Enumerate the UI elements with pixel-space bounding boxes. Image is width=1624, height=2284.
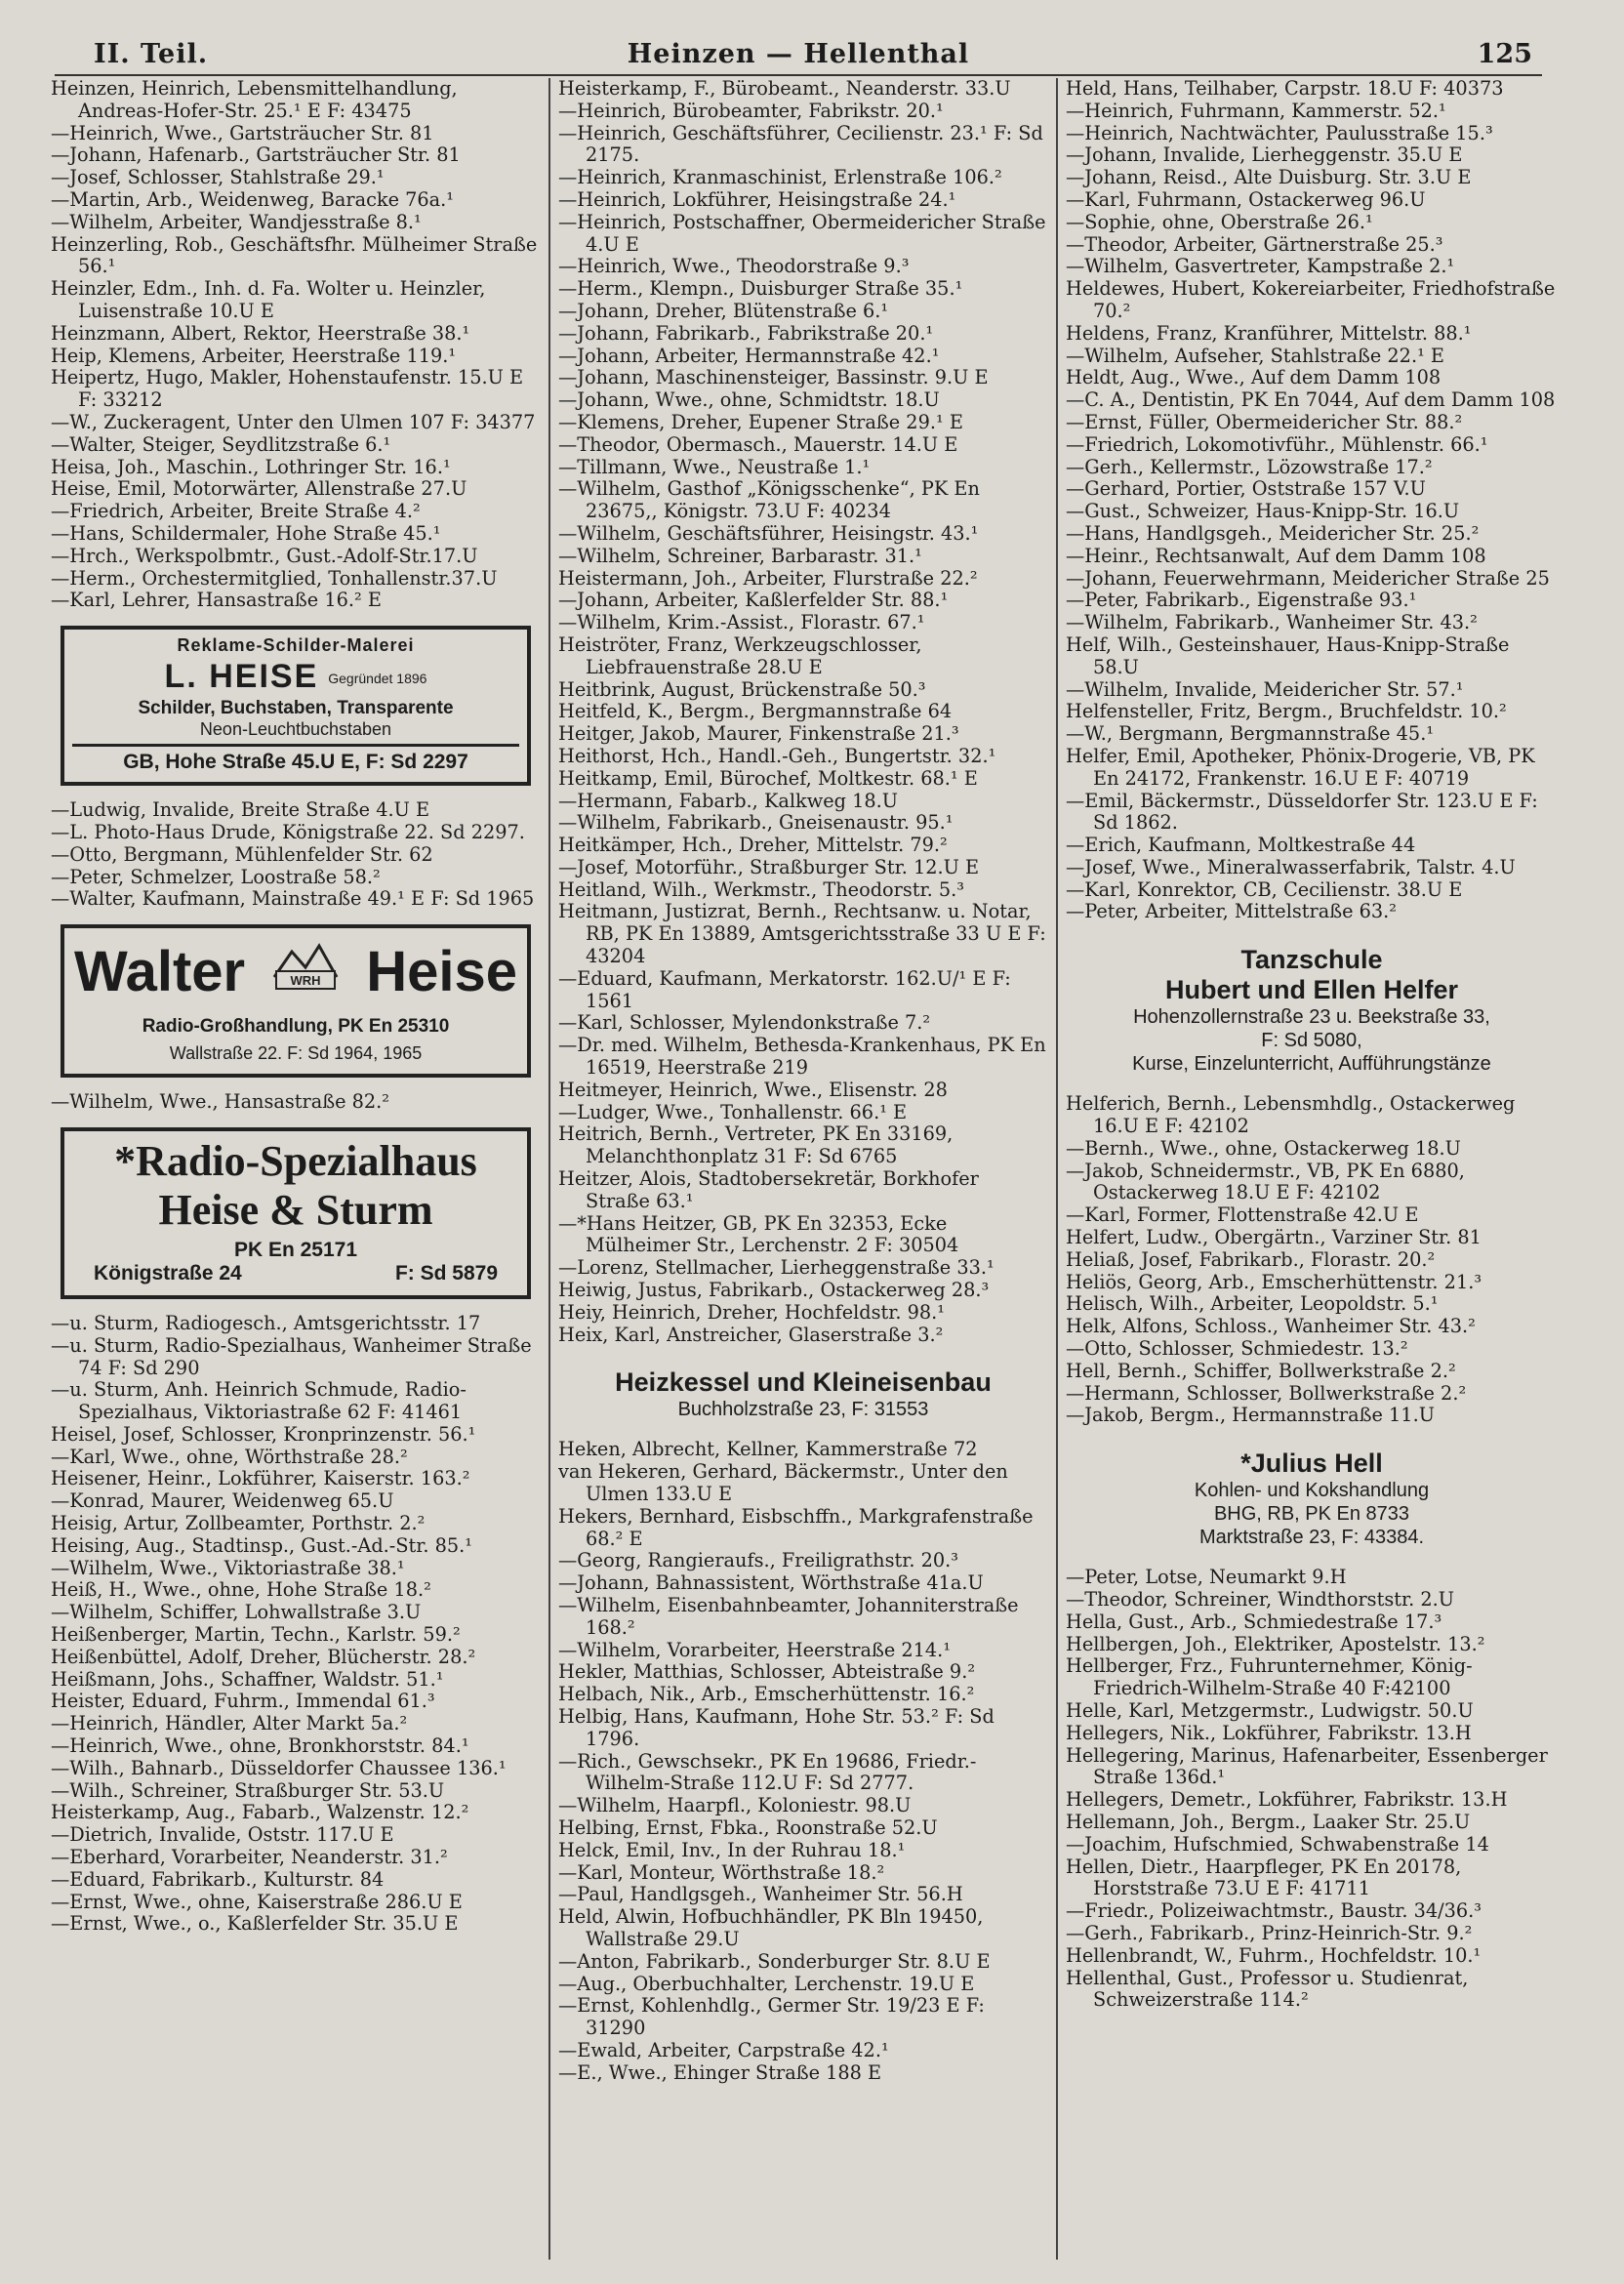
ad-line: Radio-Großhandlung, PK En 25310	[142, 1016, 450, 1038]
directory-entry: —Karl, Konrektor, CB, Cecilienstr. 38.U E	[1066, 877, 1463, 901]
directory-entry: —Ewald, Arbeiter, Carpstraße 42.¹	[558, 2038, 889, 2061]
directory-entry: —Johann, Arbeiter, Hermannstraße 42.¹	[558, 344, 940, 367]
directory-entry: —Johann, Invalide, Lierheggenstr. 35.U E	[1066, 143, 1463, 167]
directory-entry: —Wilhelm, Fabrikarb., Wanheimer Str. 43.²	[1066, 611, 1478, 634]
directory-entry: —Eberhard, Vorarbeiter, Neanderstr. 31.²	[51, 1846, 448, 1869]
ad-brand-left: Walter	[74, 940, 246, 1004]
directory-entry: Heldewes, Hubert, Kokereiarbeiter, Friedhofstraße 70.²	[1066, 277, 1556, 322]
directory-entry: —Hans, Handlgsgeh., Meidericher Str. 25.²	[1066, 521, 1480, 545]
directory-entry: —Johann, Maschinensteiger, Bassinstr. 9.U E	[558, 366, 989, 389]
directory-entry: Heliös, Georg, Arb., Emscherhüttenstr. 21.³	[1066, 1270, 1482, 1293]
directory-entry: —Heinrich, Wwe., Gartsträucher Str. 81	[51, 121, 434, 144]
directory-entry: —W., Zuckeragent, Unter den Ulmen 107 F: 34377	[51, 410, 536, 433]
directory-entry: Hellen, Dietr., Haarpfleger, PK En 20178, Horststraße 73.U E F: 41711	[1066, 1855, 1462, 1900]
directory-entry: —Ernst, Füller, Obermeidericher Str. 88.²	[1066, 410, 1463, 433]
directory-entry: —u. Sturm, Radio-Spezialhaus, Wanheimer Straße 74 F: Sd 290	[51, 1333, 532, 1379]
directory-entry: —Eduard, Kaufmann, Merkatorstr. 162.U/¹ E F: 1561	[558, 966, 1011, 1012]
directory-entry: —Friedr., Polizeiwachtmstr., Baustr. 34/36.³	[1066, 1899, 1482, 1923]
directory-entry: —Ernst, Wwe., ohne, Kaiserstraße 286.U E	[51, 1890, 463, 1913]
directory-entry: Heinzerling, Rob., Geschäftsfhr. Mülheimer Straße 56.¹	[51, 232, 538, 278]
directory-entry: Heix, Karl, Anstreicher, Glaserstraße 3.²	[558, 1323, 944, 1346]
directory-entry: Hellegers, Demetr., Lokführer, Fabrikstr. 13.H	[1066, 1788, 1508, 1812]
entries-block	[1066, 1093, 1558, 1427]
directory-entry: Helfer, Emil, Apotheker, Phönix-Drogerie, VB, PK En 24172, Frankenstr. 16.U E F: 40719	[1066, 744, 1535, 790]
directory-entry: Helle, Karl, Metzgermstr., Ludwigstr. 50.U	[1066, 1699, 1474, 1723]
directory-entry: Helk, Alfons, Schloss., Wanheimer Str. 43.²	[1066, 1315, 1476, 1338]
directory-entry: —Peter, Lotse, Neumarkt 9.H	[1066, 1566, 1347, 1589]
directory-entry: —Heinrich, Bürobeamter, Fabrikstr. 20.¹	[558, 99, 944, 122]
directory-entry: Hellemann, Joh., Bergm., Laaker Str. 25.U	[1066, 1811, 1471, 1833]
directory-entry: van Hekeren, Gerhard, Bäckermstr., Unter den Ulmen 133.U E	[558, 1460, 1008, 1506]
directory-entry: —Heinrich, Postschaffner, Obermeidericher Straße 4.U E	[558, 210, 1046, 256]
directory-entry: Hekers, Bernhard, Eisbschffn., Markgrafenstraße 68.² E	[558, 1504, 1034, 1550]
ad-line: Neon-Leuchtbuchstaben	[199, 719, 392, 740]
directory-entry: —Wilhelm, Schreiner, Barbarastr. 31.¹	[558, 544, 922, 567]
ad-line: Tanzschule	[1240, 945, 1383, 975]
directory-entry: Hekler, Matthias, Schlosser, Abteistraße 9.²	[558, 1660, 976, 1684]
directory-entry: Heisig, Artur, Zollbeamter, Porthstr. 2.²	[51, 1512, 426, 1535]
directory-entry: —Josef, Motorführ., Straßburger Str. 12.U E	[558, 855, 980, 878]
directory-entry: —C. A., Dentistin, PK En 7044, Auf dem Damm 108	[1066, 388, 1556, 412]
directory-entry: Hellbergen, Joh., Elektriker, Apostelstr. 13.²	[1066, 1632, 1485, 1655]
ad-founded: Gegründet 1896	[328, 671, 427, 687]
directory-entry: —Wilhelm, Aufseher, Stahlstraße 22.¹ E	[1066, 344, 1445, 367]
directory-entry: —Klemens, Dreher, Eupener Straße 29.¹ E	[558, 410, 963, 433]
directory-entry: —Peter, Fabrikarb., Eigenstraße 93.¹	[1066, 589, 1417, 612]
directory-entry: —Heinrich, Wwe., ohne, Bronkhorststr. 84.¹	[51, 1734, 469, 1758]
column-divider	[1056, 78, 1058, 2260]
ad-walter-heise	[61, 924, 531, 1078]
ad-address: Königstraße 24	[94, 1261, 242, 1285]
entries-block	[51, 799, 541, 911]
directory-entry: —Heinrich, Händler, Alter Markt 5a.²	[51, 1712, 408, 1735]
entries-block	[51, 1091, 541, 1114]
directory-entry: Heitfeld, K., Bergm., Bergmannstraße 64	[558, 700, 953, 723]
directory-entry: Heisterkamp, F., Bürobeamt., Neanderstr. 33.U	[558, 78, 1011, 100]
directory-entry: —Josef, Schlosser, Stahlstraße 29.¹	[51, 166, 385, 189]
directory-entry: —Wilhelm, Arbeiter, Wandjesstraße 8.¹	[51, 210, 422, 233]
directory-entry: —Bernh., Wwe., ohne, Ostackerweg 18.U	[1066, 1136, 1461, 1160]
directory-entry: —Ludwig, Invalide, Breite Straße 4.U E	[51, 798, 430, 822]
ad-line: L. HEISE	[164, 658, 319, 696]
directory-entry: Heister, Eduard, Fuhrm., Immendal 61.³	[51, 1690, 435, 1713]
directory-entry: Heinzen, Heinrich, Lebensmittelhandlung, Andreas-Hofer-Str. 25.¹ E F: 43475	[51, 78, 458, 122]
directory-entry: —Theodor, Arbeiter, Gärtnerstraße 25.³	[1066, 232, 1443, 256]
logo-text: WRH	[290, 973, 321, 989]
directory-entry: —Walter, Steiger, Seydlitzstraße 6.¹	[51, 432, 391, 456]
ad-address: GB, Hohe Straße 45.U E, F: Sd 2297	[72, 744, 519, 774]
directory-entry: Heliaß, Josef, Fabrikarb., Florastr. 20.²	[1066, 1247, 1436, 1271]
directory-entry: Heip, Klemens, Arbeiter, Heerstraße 119.¹	[51, 344, 457, 367]
directory-entry: Heitzer, Alois, Stadtobersekretär, Borkhofer Straße 63.¹	[558, 1167, 979, 1212]
directory-entry: Helbach, Nik., Arb., Emscherhüttenstr. 16.²	[558, 1683, 975, 1706]
directory-entry: —Karl, Monteur, Wörthstraße 18.²	[558, 1860, 885, 1884]
directory-entry: Heising, Aug., Stadtinsp., Gust.-Ad.-Str. 85.¹	[51, 1533, 473, 1557]
part-label: II. Teil.	[94, 39, 209, 69]
directory-entry: Hellberger, Frz., Fuhrunternehmer, König-Friedrich-Wilhelm-Straße 40 F:42100	[1066, 1654, 1473, 1700]
column-3	[1066, 78, 1558, 2264]
directory-entry: —Johann, Hafenarb., Gartsträucher Str. 81	[51, 143, 461, 167]
directory-entry: Heitmeyer, Heinrich, Wwe., Elisenstr. 28	[558, 1078, 948, 1101]
directory-entry: —Gerh., Fabrikarb., Prinz-Heinrich-Str. 9.²	[1066, 1921, 1473, 1944]
entries-block	[558, 78, 1048, 1346]
ad-line: PK En 25171	[233, 1238, 358, 1261]
ad-line: BHG, RB, PK En 8733	[1213, 1503, 1410, 1526]
directory-entry: —Rich., Gewschsekr., PK En 19686, Friedr.-Wilhelm-Straße 112.U F: Sd 2777.	[558, 1749, 977, 1795]
ad-company-name	[72, 658, 519, 696]
directory-entry: —Karl, Schlosser, Mylendonkstraße 7.²	[558, 1011, 931, 1035]
ad-radio-spezialhaus	[61, 1127, 531, 1299]
page-header	[55, 35, 1542, 76]
directory-entry: —Jakob, Schneidermstr., VB, PK En 6880, Ostackerweg 18.U E F: 42102	[1066, 1159, 1465, 1204]
directory-entry: Heise, Emil, Motorwärter, Allenstraße 27.U	[51, 477, 467, 501]
ad-line: Hubert und Ellen Helfer	[1164, 975, 1459, 1005]
directory-entry: —Dietrich, Invalide, Oststr. 117.U E	[51, 1823, 394, 1847]
directory-entry: Heiß, H., Wwe., ohne, Hohe Straße 18.²	[51, 1578, 431, 1602]
column-2	[558, 78, 1048, 2264]
directory-entry: —Georg, Rangieraufs., Freiligrathstr. 20.³	[558, 1549, 958, 1572]
ad-brand-right: Heise	[366, 940, 517, 1004]
directory-entry: —Paul, Handlgsgeh., Wanheimer Str. 56.H	[558, 1883, 963, 1906]
directory-entry: Heißmann, Johs., Schaffner, Waldstr. 51.¹	[51, 1667, 444, 1691]
ad-line: *Radio-Spezialhaus	[114, 1136, 477, 1185]
directory-entry: —Heinrich, Nachtwächter, Paulusstraße 15.³	[1066, 121, 1493, 144]
directory-entry: Heiwig, Justus, Fabrikarb., Ostackerweg 28.³	[558, 1279, 990, 1302]
directory-entry: —Heinrich, Kranmaschinist, Erlenstraße 106.²	[558, 166, 1002, 189]
ad-line: Reklame-Schilder-Malerei	[177, 635, 415, 656]
entries-block	[1066, 1567, 1558, 2012]
directory-entry: Heisterkamp, Aug., Fabarb., Walzenstr. 12.²	[51, 1801, 469, 1824]
directory-entry: Heldt, Aug., Wwe., Auf dem Damm 108	[1066, 366, 1441, 389]
directory-entry: —Johann, Reisd., Alte Duisburg. Str. 3.U E	[1066, 166, 1472, 189]
directory-entry: —W., Bergmann, Bergmannstraße 45.¹	[1066, 722, 1435, 746]
directory-entry: —u. Sturm, Radiogesch., Amtsgerichtsstr. 17	[51, 1311, 481, 1334]
directory-entry: —Johann, Bahnassistent, Wörthstraße 41a.U	[558, 1571, 984, 1595]
directory-entry: —Johann, Fabrikarb., Fabrikstraße 20.¹	[558, 321, 934, 345]
directory-entry: —Aug., Oberbuchhalter, Lerchenstr. 19.U E	[558, 1972, 975, 1995]
entries-block	[558, 1439, 1048, 2084]
directory-entry: —Wilhelm, Wwe., Viktoriastraße 38.¹	[51, 1556, 405, 1579]
ad-heise-schilder	[61, 626, 531, 786]
directory-entry: —Karl, Fuhrmann, Ostackerweg 96.U	[1066, 187, 1426, 211]
ad-line: Heizkessel und Kleineisenbau	[615, 1367, 992, 1398]
directory-entry: —Hermann, Fabarb., Kalkweg 18.U	[558, 789, 898, 812]
ad-line-split	[72, 1262, 519, 1285]
directory-entry: Heitkämper, Hch., Dreher, Mittelstr. 79.²	[558, 834, 948, 857]
directory-entry: —Erich, Kaufmann, Moltkestraße 44	[1066, 834, 1416, 857]
directory-entry: —Ernst, Wwe., o., Kaßlerfelder Str. 35.U E	[51, 1912, 459, 1936]
directory-entry: —L. Photo-Haus Drude, Königstraße 22. Sd 2297.	[51, 820, 525, 843]
directory-entry: —Karl, Wwe., ohne, Wörthstraße 28.²	[51, 1445, 408, 1468]
directory-entry: Heitland, Wilh., Werkmstr., Theodorstr. 5.³	[558, 877, 964, 901]
directory-entry: —Anton, Fabrikarb., Sonderburger Str. 8.U E	[558, 1949, 991, 1973]
directory-entry: —Joachim, Hufschmied, Schwabenstraße 14	[1066, 1832, 1489, 1856]
directory-entry: —Peter, Arbeiter, Mittelstraße 63.²	[1066, 900, 1398, 923]
directory-entry: —Wilh., Schreiner, Straßburger Str. 53.U	[51, 1778, 445, 1802]
directory-entry: —Hermann, Schlosser, Bollwerkstraße 2.²	[1066, 1381, 1467, 1405]
directory-entry: —Hans, Schildermaler, Hohe Straße 45.¹	[51, 521, 441, 545]
directory-entry: —Wilhelm, Eisenbahnbeamter, Johanniterstraße 168.²	[558, 1594, 1019, 1639]
directory-entry: Heißenberger, Martin, Techn., Karlstr. 59.²	[51, 1623, 461, 1647]
ad-julius-hell	[1066, 1448, 1558, 1549]
directory-entry: —Wilhelm, Gasvertreter, Kampstraße 2.¹	[1066, 255, 1455, 278]
directory-entry: —Friedrich, Lokomotivführ., Mühlenstr. 66.¹	[1066, 432, 1488, 456]
directory-entry: —Herm., Orchestermitglied, Tonhallenstr.37.U	[51, 566, 498, 590]
directory-entry: —Wilhelm, Vorarbeiter, Heerstraße 214.¹	[558, 1638, 952, 1661]
directory-entry: Helf, Wilh., Gesteinshauer, Haus-Knipp-Straße 58.U	[1066, 632, 1510, 678]
directory-entry: —Josef, Wwe., Mineralwasserfabrik, Talstr. 4.U	[1066, 855, 1516, 878]
directory-entry: —Peter, Schmelzer, Loostraße 58.²	[51, 865, 381, 888]
ad-line: Heise & Sturm	[158, 1185, 433, 1234]
directory-entry: Heken, Albrecht, Kellner, Kammerstraße 72	[558, 1438, 978, 1461]
directory-entry: Heißenbüttel, Adolf, Dreher, Blücherstr. 28.²	[51, 1645, 476, 1668]
directory-entry: —Emil, Bäckermstr., Düsseldorfer Str. 123.U E F: Sd 1862.	[1066, 789, 1538, 835]
radio-logo-icon	[270, 938, 341, 1006]
directory-entry: Heistermann, Joh., Arbeiter, Flurstraße 22.²	[558, 566, 978, 590]
ad-line: Marktstraße 23, F: 43384.	[1198, 1527, 1425, 1549]
directory-entry: Hellegers, Nik., Lokführer, Fabrikstr. 13.H	[1066, 1721, 1472, 1744]
directory-entry: Heithorst, Hch., Handl.-Geh., Bungertstr. 32.¹	[558, 744, 996, 767]
directory-entry: Heitger, Jakob, Maurer, Finkenstraße 21.³	[558, 722, 959, 746]
entries-block	[51, 78, 541, 612]
directory-entry: —Heinr., Rechtsanwalt, Auf dem Damm 108	[1066, 544, 1486, 567]
directory-entry: Heisel, Josef, Schlosser, Kronprinzenstr. 56.¹	[51, 1422, 476, 1446]
directory-entry: —Eduard, Fabrikarb., Kulturstr. 84	[51, 1867, 385, 1891]
name-range: Heinzen — Hellenthal	[627, 39, 970, 69]
ad-line: Kurse, Einzelunterricht, Aufführungstänze	[1132, 1053, 1491, 1076]
ad-tanzschule	[1066, 945, 1558, 1076]
directory-entry: —Wilhelm, Geschäftsführer, Heisingstr. 43.¹	[558, 521, 979, 545]
directory-entry: —Herm., Klempn., Duisburger Straße 35.¹	[558, 277, 963, 301]
ad-line: Hohenzollernstraße 23 u. Beekstraße 33,	[1133, 1006, 1490, 1029]
directory-entry: —Theodor, Schreiner, Windthorststr. 2.U	[1066, 1588, 1454, 1611]
directory-entry: —Wilh., Bahnarb., Düsseldorfer Chaussee 136.¹	[51, 1756, 507, 1779]
ad-phone: F: Sd 5879	[394, 1261, 498, 1285]
entries-block	[51, 1313, 541, 1936]
directory-entry: Heitkamp, Emil, Bürochef, Moltkestr. 68.¹ E	[558, 766, 978, 790]
directory-entry: —Sophie, ohne, Oberstraße 26.¹	[1066, 210, 1373, 233]
directory-entry: —Otto, Bergmann, Mühlenfelder Str. 62	[51, 842, 433, 866]
directory-entry: —Wilhelm, Fabrikarb., Gneisenaustr. 95.¹	[558, 811, 954, 835]
directory-entry: —Heinrich, Lokführer, Heisingstraße 24.¹	[558, 187, 956, 211]
ad-brand	[74, 938, 517, 1006]
directory-entry: —Hrch., Werkspolbmtr., Gust.-Adolf-Str.17.U	[51, 544, 478, 567]
directory-entry: —Wilhelm, Krim.-Assist., Florastr. 67.¹	[558, 611, 925, 634]
directory-entry: —Gerh., Kellermstr., Lözowstraße 17.²	[1066, 455, 1433, 478]
ad-line: *Julius Hell	[1240, 1448, 1383, 1479]
directory-entry: —Ernst, Kohlenhdlg., Germer Str. 19/23 E F: 31290	[558, 1994, 985, 2040]
directory-entry: —Konrad, Maurer, Weidenweg 65.U	[51, 1489, 394, 1513]
directory-entry: Heitmann, Justizrat, Bernh., Rechtsanw. u. Notar, RB, PK En 13889, Amtsgerichtsstraße 33 U E F: 43204	[558, 900, 1046, 968]
directory-entry: Helfensteller, Fritz, Bergm., Bruchfeldstr. 10.²	[1066, 700, 1507, 723]
directory-entry: Heinzmann, Albert, Rektor, Heerstraße 38.¹	[51, 321, 470, 345]
directory-entry: —Jakob, Bergm., Hermannstraße 11.U	[1066, 1404, 1435, 1427]
directory-entry: —Tillmann, Wwe., Neustraße 1.¹	[558, 455, 871, 478]
directory-entry: Heisa, Joh., Maschin., Lothringer Str. 16.¹	[51, 455, 451, 478]
directory-entry: Heiy, Heinrich, Dreher, Hochfeldstr. 98.¹	[558, 1300, 946, 1324]
column-divider	[548, 78, 550, 2260]
directory-entry: —u. Sturm, Anh. Heinrich Schmude, Radio-Spezialhaus, Viktoriastraße 62 F: 41461	[51, 1378, 467, 1424]
directory-entry: —Otto, Schlosser, Schmiedestr. 13.²	[1066, 1337, 1408, 1361]
directory-entry: Helbig, Hans, Kaufmann, Hohe Str. 53.² F: Sd 1796.	[558, 1704, 995, 1750]
directory-entry: —Johann, Feuerwehrmann, Meidericher Straße 25	[1066, 566, 1550, 590]
directory-entry: —Johann, Wwe., ohne, Schmidtstr. 18.U	[558, 388, 940, 412]
directory-entry: —Wilhelm, Invalide, Meidericher Str. 57.¹	[1066, 677, 1464, 701]
directory-entry: Heldens, Franz, Kranführer, Mittelstr. 88.¹	[1066, 321, 1472, 345]
directory-entry: Hell, Bernh., Schiffer, Bollwerkstraße 2.²	[1066, 1359, 1456, 1382]
directory-entry: —Lorenz, Stellmacher, Lierheggenstraße 33.¹	[558, 1256, 995, 1280]
directory-entry: Helck, Emil, Inv., In der Ruhrau 18.¹	[558, 1838, 906, 1861]
directory-entry: Held, Alwin, Hofbuchhändler, PK Bln 19450, Wallstraße 29.U	[558, 1905, 984, 1950]
ad-line: Wallstraße 22. F: Sd 1964, 1965	[169, 1043, 423, 1064]
directory-entry: —Ludger, Wwe., Tonhallenstr. 66.¹ E	[558, 1100, 908, 1123]
directory-entry: —Gerhard, Portier, Oststraße 157 V.U	[1066, 477, 1426, 501]
directory-entry: —*Hans Heitzer, GB, PK En 32353, Ecke Mülheimer Str., Lerchenstr. 2 F: 30504	[558, 1211, 959, 1257]
directory-entry: Heipertz, Hugo, Makler, Hohenstaufenstr. 15.U E F: 33212	[51, 366, 524, 412]
directory-entry: —Martin, Arb., Weidenweg, Baracke 76a.¹	[51, 187, 454, 211]
ad-line: F: Sd 5080,	[1261, 1030, 1362, 1052]
directory-entry: Heitbrink, August, Brückenstraße 50.³	[558, 677, 926, 701]
directory-entry: Heinzler, Edm., Inh. d. Fa. Wolter u. Heinzler, Luisenstraße 10.U E	[51, 277, 486, 322]
directory-entry: —Wilhelm, Schiffer, Lohwallstraße 3.U	[51, 1601, 422, 1624]
page-number: 125	[1477, 39, 1532, 69]
directory-entry: —Heinrich, Geschäftsführer, Cecilienstr. 23.¹ F: Sd 2175.	[558, 121, 1043, 167]
directory-entry: Heisener, Heinr., Lokführer, Kaiserstr. 163.²	[51, 1467, 470, 1490]
directory-entry: —Heinrich, Wwe., Theodorstraße 9.³	[558, 255, 910, 278]
directory-entry: Helferich, Bernh., Lebensmhdlg., Ostackerweg 16.U E F: 42102	[1066, 1092, 1516, 1138]
directory-entry: —Johann, Dreher, Blütenstraße 6.¹	[558, 299, 889, 322]
directory-entry: Hellenbrandt, W., Fuhrm., Hochfeldstr. 10.¹	[1066, 1943, 1482, 1967]
directory-entry: Helisch, Wilh., Arbeiter, Leopoldstr. 5.¹	[1066, 1292, 1439, 1316]
ad-line: Kohlen- und Kokshandlung	[1194, 1480, 1430, 1502]
ad-line: Schilder, Buchstaben, Transparente	[138, 698, 454, 719]
directory-entry: Hella, Gust., Arb., Schmiedestraße 17.³	[1066, 1610, 1442, 1633]
ad-heizkessel	[558, 1367, 1048, 1421]
column-1	[51, 78, 541, 2264]
directory-entry: —Gust., Schweizer, Haus-Knipp-Str. 16.U	[1066, 500, 1460, 523]
directory-entry: —E., Wwe., Ehinger Straße 188 E	[558, 2060, 882, 2084]
directory-entry: Hellegering, Marinus, Hafenarbeiter, Essenberger Straße 136d.¹	[1066, 1743, 1548, 1789]
directory-entry: —Karl, Lehrer, Hansastraße 16.² E	[51, 589, 382, 612]
directory-entry: Held, Hans, Teilhaber, Carpstr. 18.U F: 40373	[1066, 78, 1504, 100]
directory-entry: —Dr. med. Wilhelm, Bethesda-Krankenhaus, PK En 16519, Heerstraße 219	[558, 1034, 1046, 1080]
directory-entry: —Karl, Former, Flottenstraße 42.U E	[1066, 1203, 1419, 1227]
directory-entry: —Friedrich, Arbeiter, Breite Straße 4.²	[51, 500, 421, 523]
directory-entry: Heitrich, Bernh., Vertreter, PK En 33169, Melanchthonplatz 31 F: Sd 6765	[558, 1122, 954, 1168]
directory-entry: —Wilhelm, Haarpfl., Koloniestr. 98.U	[558, 1794, 912, 1817]
directory-entry: —Wilhelm, Wwe., Hansastraße 82.²	[51, 1090, 390, 1114]
directory-entry: Helfert, Ludw., Obergärtn., Varziner Str. 81	[1066, 1226, 1482, 1249]
ad-line: Buchholzstraße 23, F: 31553	[677, 1399, 929, 1421]
directory-entry: Heiströter, Franz, Werkzeugschlosser, Liebfrauenstraße 28.U E	[558, 632, 922, 678]
directory-entry: —Wilhelm, Gasthof „Königsschenke“, PK En 23675,, Königstr. 73.U F: 40234	[558, 477, 980, 523]
directory-entry: —Theodor, Obermasch., Mauerstr. 14.U E	[558, 432, 958, 456]
directory-entry: Helbing, Ernst, Fbka., Roonstraße 52.U	[558, 1815, 938, 1839]
directory-entry: —Walter, Kaufmann, Mainstraße 49.¹ E F: Sd 1965	[51, 887, 535, 911]
directory-entry: —Johann, Arbeiter, Kaßlerfelder Str. 88.¹	[558, 589, 949, 612]
entries-block	[1066, 78, 1558, 923]
directory-entry: Hellenthal, Gust., Professor u. Studienrat, Schweizerstraße 114.²	[1066, 1966, 1469, 2012]
directory-entry: —Heinrich, Fuhrmann, Kammerstr. 52.¹	[1066, 99, 1446, 122]
